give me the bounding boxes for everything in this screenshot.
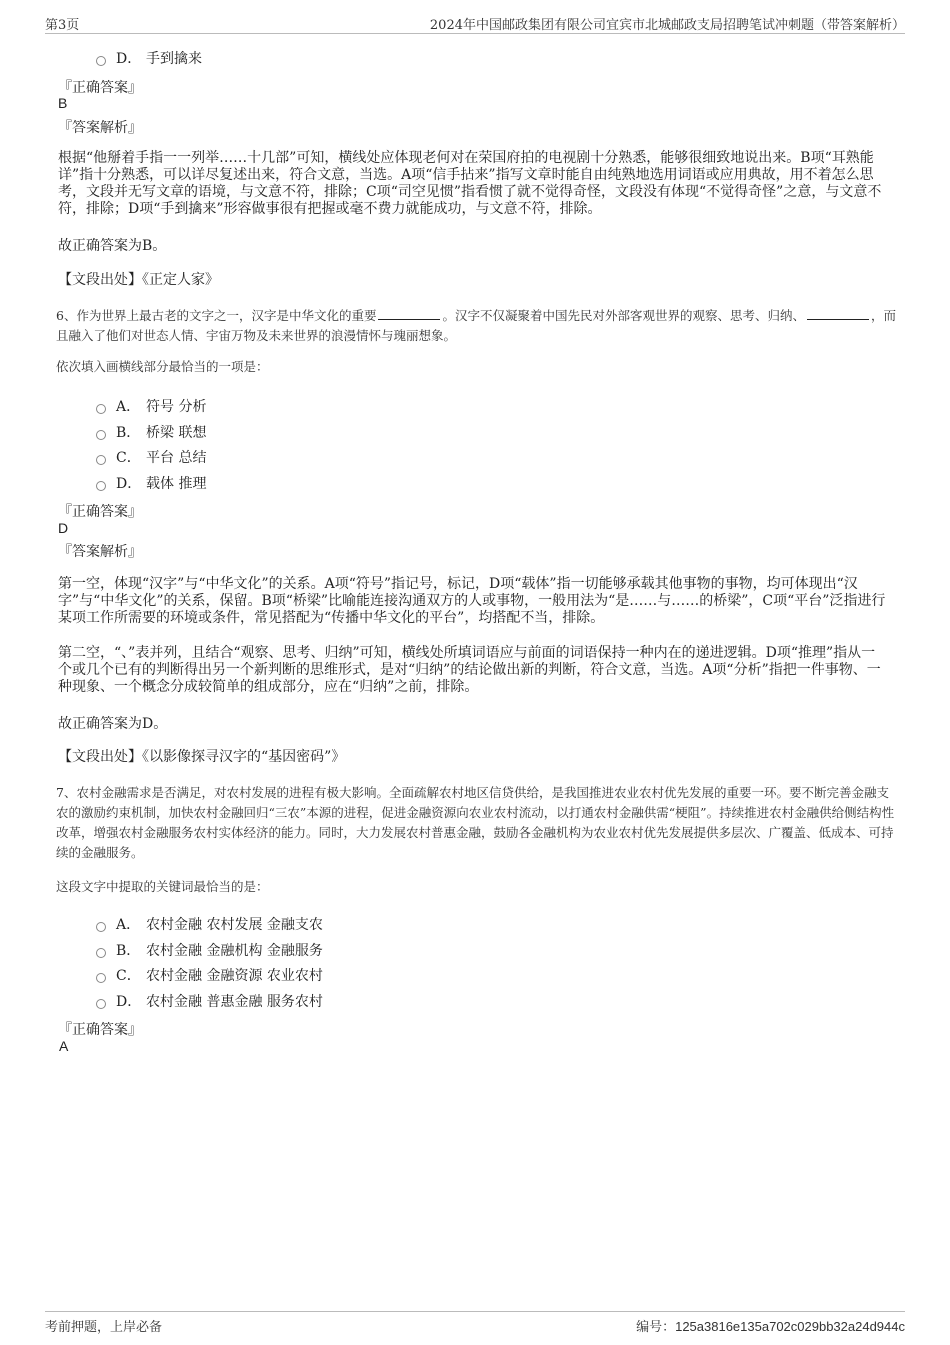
q7-answer-label: 『正确答案』 — [58, 1022, 142, 1038]
footer-code: 编号：125a3816e135a702c029bb32a24d944c — [636, 1319, 905, 1335]
document-title: 2024年中国邮政集团有限公司宜宾市北城邮政支局招聘笔试冲刺题（带答案解析） — [429, 18, 905, 33]
q6-stem: 6、作为世界上最古老的文字之一，汉字是中华文化的重要 。汉字不仅凝聚着中国先民对外部客观世界的观察、思考、归纳、 ，而且融入了他们对世态人情、宇宙万物及未来世界的浪漫情怀与瑰丽想象。 — [56, 308, 896, 343]
q6-analysis-label: 『答案解析』 — [58, 544, 142, 560]
radio-icon[interactable] — [96, 922, 106, 932]
q5-answer-label: 『正确答案』 — [58, 80, 142, 96]
q5-analysis-label: 『答案解析』 — [58, 120, 142, 136]
page-number: 第3页 — [45, 18, 80, 33]
q7-option-d[interactable]: D． 农村金融 普惠金融 服务农村 — [96, 991, 323, 1011]
q6-analysis-conclusion: 故正确答案为D。 — [58, 716, 168, 732]
q6-analysis-paragraph-2: 第二空，“、”表并列，且结合“观察、思考、归纳”可知，横线处所填词语应与前面的词语保持一种内在的递进逻辑。D项“推理”指从一个或几个已有的判断得出另一个新判断的思维形式，是对“归纳”的结论做出新的判断，符合文意，当选。A项“分析”指把一件事物、一种现象、一个概念分成较简单的组成部分，应在“归纳”之前，排除。 — [58, 645, 881, 695]
q6-option-c[interactable]: C． 平台 总结 — [96, 447, 206, 467]
q5-option-d[interactable]: D． 手到擒来 — [96, 48, 202, 68]
radio-icon[interactable] — [96, 404, 106, 414]
q6-source: 【文段出处】《以影像探寻汉字的“基因密码”》 — [58, 749, 346, 765]
blank-line — [807, 307, 869, 320]
q7-stem: 7、农村金融需求是否满足，对农村发展的进程有极大影响。全面疏解农村地区信贷供给，是我国推进农业农村优先发展的重要一环。要不断完善金融支农的激励约束机制，加快农村金融回归“三农”本源的进程，促进金融资源向农业农村流动，以打通农村金融供需“梗阻”。持续推进农村金融供给侧结构性改革，增强农村金融服务农村实体经济的能力。同时，大力发展农村普惠金融，鼓励各金融机构为农业农村优先发展提供多层次、广覆盖、低成本、可持续的金融服务。 — [56, 785, 895, 860]
q7-option-c[interactable]: C． 农村金融 金融资源 农业农村 — [96, 965, 323, 985]
radio-icon[interactable] — [96, 481, 106, 491]
q7-option-a[interactable]: A． 农村金融 农村发展 金融支农 — [96, 914, 323, 934]
q7-answer: A — [59, 1038, 69, 1054]
q5-analysis-paragraph: 根据“他掰着手指一一列举……十几部”可知，横线处应体现老何对在荣国府拍的电视剧十分熟悉，能够很细致地说出来。B项“耳熟能详”指十分熟悉，可以详尽复述出来，符合文意，当选。A项“信手拈来”指写文章时能自由纯熟地选用词语或应用典故，用不着怎么思考，文段并无写文章的语境，与文意不符，排除；C项“司空见惯”指看惯了就不觉得奇怪，文段没有体现“不觉得奇怪”之意，与文意不符，排除；D项“手到擒来”形容做事很有把握或毫不费力就能成功，与文意不符，排除。 — [58, 150, 882, 217]
q6-analysis-paragraph-1: 第一空，体现“汉字”与“中华文化”的关系。A项“符号”指记号，标记，D项“载体”指一切能够承载其他事物的事物，均可体现出“汉字”与“中华文化”的关系，保留。B项“桥梁”比喻能连接沟通双方的人或事物，一般用法为“是……与……的桥梁”，C项“平台”泛指进行某项工作所需要的环境或条件，常见搭配为“传播中华文化的平台”，均搭配不当，排除。 — [58, 576, 886, 626]
radio-icon[interactable] — [96, 999, 106, 1009]
blank-line — [378, 307, 440, 320]
q5-analysis-conclusion: 故正确答案为B。 — [58, 238, 167, 254]
q6-answer-label: 『正确答案』 — [58, 504, 142, 520]
footer-slogan: 考前押题，上岸必备 — [45, 1320, 163, 1335]
q5-answer: B — [58, 95, 68, 111]
radio-icon[interactable] — [96, 455, 106, 465]
radio-icon[interactable] — [96, 948, 106, 958]
q7-prompt: 这段文字中提取的关键词最恰当的是： — [56, 879, 269, 894]
q6-prompt: 依次填入画横线部分最恰当的一项是： — [56, 359, 269, 374]
radio-icon[interactable] — [96, 430, 106, 440]
radio-icon[interactable] — [96, 973, 106, 983]
footer-rule — [45, 1311, 905, 1312]
radio-icon[interactable] — [96, 56, 106, 66]
q6-answer: D — [58, 520, 69, 536]
q6-option-b[interactable]: B． 桥梁 联想 — [96, 422, 206, 442]
header-rule — [45, 33, 905, 34]
q5-source: 【文段出处】《正定人家》 — [58, 272, 219, 288]
q6-option-d[interactable]: D． 载体 推理 — [96, 473, 206, 493]
q6-option-a[interactable]: A． 符号 分析 — [96, 396, 206, 416]
q7-option-b[interactable]: B． 农村金融 金融机构 金融服务 — [96, 940, 323, 960]
